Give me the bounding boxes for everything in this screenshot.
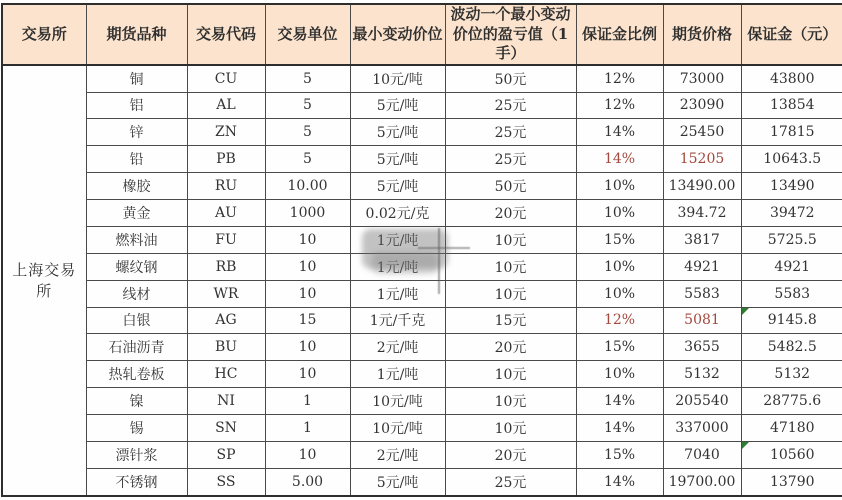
cell-price: 5583: [663, 280, 741, 307]
header-margin-ratio: 保证金比例: [576, 4, 663, 65]
cell-min-tick: 1元/吨: [350, 361, 445, 388]
cell-tick-pl: 50元: [445, 173, 576, 200]
cell-price: 394.72: [663, 200, 741, 227]
table-header: [2, 4, 842, 65]
cell-min-tick: 1元/千克: [350, 307, 445, 334]
cell-variety: 石油沥青: [86, 334, 187, 361]
cell-tick-pl: 20元: [445, 334, 576, 361]
cell-code: AU: [187, 200, 265, 227]
cell-variety: 白银: [86, 307, 187, 334]
cell-tick-pl: 25元: [445, 468, 576, 496]
cell-margin-ratio: 14%: [576, 415, 663, 442]
cell-code: FU: [187, 226, 265, 253]
header-futures-price: 期货价格: [663, 4, 741, 65]
cell-margin-ratio: 12%: [576, 92, 663, 119]
cell-unit: 10: [265, 334, 350, 361]
table-row: [2, 253, 842, 280]
cell-margin-ratio: 14%: [576, 468, 663, 496]
cell-margin: 5725.5: [741, 226, 842, 253]
cell-margin-ratio: 15%: [576, 226, 663, 253]
table-row: [2, 226, 842, 253]
cell-code: AL: [187, 92, 265, 119]
cell-price: 13490.00: [663, 173, 741, 200]
cell-min-tick: 2元/吨: [350, 334, 445, 361]
cell-min-tick: 5元/吨: [350, 173, 445, 200]
cell-margin: 13790: [741, 468, 842, 496]
table-row: [2, 415, 842, 442]
cell-margin-ratio: 10%: [576, 280, 663, 307]
cell-min-tick: 5元/吨: [350, 468, 445, 496]
table-row: [2, 441, 842, 468]
cell-margin: 47180: [741, 415, 842, 442]
cell-variety: 橡胶: [86, 173, 187, 200]
cell-code: PB: [187, 146, 265, 173]
cell-variety: 黄金: [86, 200, 187, 227]
cell-price: 23090: [663, 92, 741, 119]
cell-tick-pl: 50元: [445, 65, 576, 93]
header-row: [2, 4, 842, 65]
table-row: [2, 334, 842, 361]
table-row: [2, 173, 842, 200]
cell-variety: 锌: [86, 119, 187, 146]
cell-min-tick: 5元/吨: [350, 146, 445, 173]
table-row: [2, 280, 842, 307]
cell-margin-ratio: 10%: [576, 200, 663, 227]
cell-unit: 5: [265, 65, 350, 93]
cell-code: RU: [187, 173, 265, 200]
cell-variety: 漂针浆: [86, 441, 187, 468]
cell-variety: 线材: [86, 280, 187, 307]
cell-price: 5132: [663, 361, 741, 388]
cell-code: AG: [187, 307, 265, 334]
cell-price: 3655: [663, 334, 741, 361]
cell-code: CU: [187, 65, 265, 93]
header-min-tick: 最小变动价位: [350, 4, 445, 65]
table-row: [2, 468, 842, 496]
cell-tick-pl: 10元: [445, 253, 576, 280]
cell-margin: 28775.6: [741, 388, 842, 415]
cell-unit: 1000: [265, 200, 350, 227]
cell-tick-pl: 10元: [445, 388, 576, 415]
cell-unit: 10.00: [265, 173, 350, 200]
cell-price: 4921: [663, 253, 741, 280]
cell-price: 19700.00: [663, 468, 741, 496]
cell-margin: 39472: [741, 200, 842, 227]
cell-margin-ratio: 12%: [576, 307, 663, 334]
cell-min-tick: 5元/吨: [350, 92, 445, 119]
cell-min-tick: 1元/吨: [350, 226, 445, 253]
cell-margin: 17815: [741, 119, 842, 146]
table-row: [2, 388, 842, 415]
cell-tick-pl: 10元: [445, 226, 576, 253]
cell-code: RB: [187, 253, 265, 280]
cell-min-tick: 5元/吨: [350, 119, 445, 146]
cell-margin-ratio: 14%: [576, 146, 663, 173]
cell-variety: 不锈钢: [86, 468, 187, 496]
cell-variety: 螺纹钢: [86, 253, 187, 280]
table-row: [2, 307, 842, 334]
header-variety: 期货品种: [86, 4, 187, 65]
cell-min-tick: 2元/吨: [350, 441, 445, 468]
cell-price: 205540: [663, 388, 741, 415]
cell-margin: 43800: [741, 65, 842, 93]
cell-price: 7040: [663, 441, 741, 468]
cell-margin: 10560: [741, 441, 842, 468]
cell-code: NI: [187, 388, 265, 415]
header-code: 交易代码: [187, 4, 265, 65]
cell-variety: 铝: [86, 92, 187, 119]
cell-tick-pl: 25元: [445, 92, 576, 119]
cell-price: 3817: [663, 226, 741, 253]
cell-code: SP: [187, 441, 265, 468]
cell-margin: 5132: [741, 361, 842, 388]
cell-tick-pl: 10元: [445, 280, 576, 307]
cell-price: 337000: [663, 415, 741, 442]
cell-code: BU: [187, 334, 265, 361]
cell-tick-pl: 10元: [445, 361, 576, 388]
cell-unit: 10: [265, 280, 350, 307]
cell-code: WR: [187, 280, 265, 307]
table-row: [2, 65, 842, 93]
cell-code: SS: [187, 468, 265, 496]
cell-margin: 4921: [741, 253, 842, 280]
cell-min-tick: 10元/吨: [350, 415, 445, 442]
cell-min-tick: 10元/吨: [350, 388, 445, 415]
header-unit: 交易单位: [265, 4, 350, 65]
cell-exchange: 上海交易所: [2, 65, 86, 497]
cell-variety: 镍: [86, 388, 187, 415]
table-row: [2, 361, 842, 388]
table-row: [2, 146, 842, 173]
cell-price: 5081: [663, 307, 741, 334]
cell-unit: 5.00: [265, 468, 350, 496]
cell-tick-pl: 25元: [445, 146, 576, 173]
table-row: [2, 200, 842, 227]
cell-variety: 锡: [86, 415, 187, 442]
cell-note-triangle-icon: [742, 308, 749, 315]
cell-note-triangle-icon: [742, 442, 749, 449]
cell-margin-ratio: 12%: [576, 65, 663, 93]
cell-margin: 9145.8: [741, 307, 842, 334]
cell-variety: 热轧卷板: [86, 361, 187, 388]
header-exchange: 交易所: [2, 4, 86, 65]
cell-unit: 10: [265, 226, 350, 253]
cell-tick-pl: 10元: [445, 415, 576, 442]
table-row: [2, 119, 842, 146]
cell-margin: 13854: [741, 92, 842, 119]
cell-variety: 铜: [86, 65, 187, 93]
cell-unit: 10: [265, 361, 350, 388]
cell-price: 25450: [663, 119, 741, 146]
cell-margin-ratio: 14%: [576, 388, 663, 415]
cell-unit: 1: [265, 388, 350, 415]
cell-margin: 13490: [741, 173, 842, 200]
header-tick-pl: 波动一个最小变动价位的盈亏值（1手）: [445, 4, 576, 65]
cell-code: SN: [187, 415, 265, 442]
cell-unit: 15: [265, 307, 350, 334]
table-row: [2, 92, 842, 119]
cell-min-tick: 0.02元/克: [350, 200, 445, 227]
cell-margin-ratio: 15%: [576, 334, 663, 361]
cell-unit: 5: [265, 119, 350, 146]
cell-min-tick: 1元/吨: [350, 253, 445, 280]
table-body: [2, 65, 842, 497]
futures-table: [1, 3, 842, 497]
cell-tick-pl: 15元: [445, 307, 576, 334]
cell-unit: 10: [265, 441, 350, 468]
cell-margin-ratio: 10%: [576, 173, 663, 200]
cell-margin-ratio: 14%: [576, 119, 663, 146]
cell-variety: 铅: [86, 146, 187, 173]
cell-min-tick: 1元/吨: [350, 280, 445, 307]
cell-margin-ratio: 10%: [576, 253, 663, 280]
cell-margin-ratio: 15%: [576, 441, 663, 468]
cell-margin: 5583: [741, 280, 842, 307]
cell-unit: 1: [265, 415, 350, 442]
cell-unit: 5: [265, 92, 350, 119]
cell-unit: 5: [265, 146, 350, 173]
cell-code: ZN: [187, 119, 265, 146]
cell-tick-pl: 25元: [445, 119, 576, 146]
cell-unit: 10: [265, 253, 350, 280]
header-margin-yuan: 保证金（元）: [741, 4, 842, 65]
cell-min-tick: 10元/吨: [350, 65, 445, 93]
cell-variety: 燃料油: [86, 226, 187, 253]
cell-price: 73000: [663, 65, 741, 93]
cell-price: 15205: [663, 146, 741, 173]
cell-margin: 5482.5: [741, 334, 842, 361]
cell-margin: 10643.5: [741, 146, 842, 173]
cell-margin-ratio: 10%: [576, 361, 663, 388]
cell-code: HC: [187, 361, 265, 388]
cell-tick-pl: 20元: [445, 441, 576, 468]
cell-tick-pl: 20元: [445, 200, 576, 227]
